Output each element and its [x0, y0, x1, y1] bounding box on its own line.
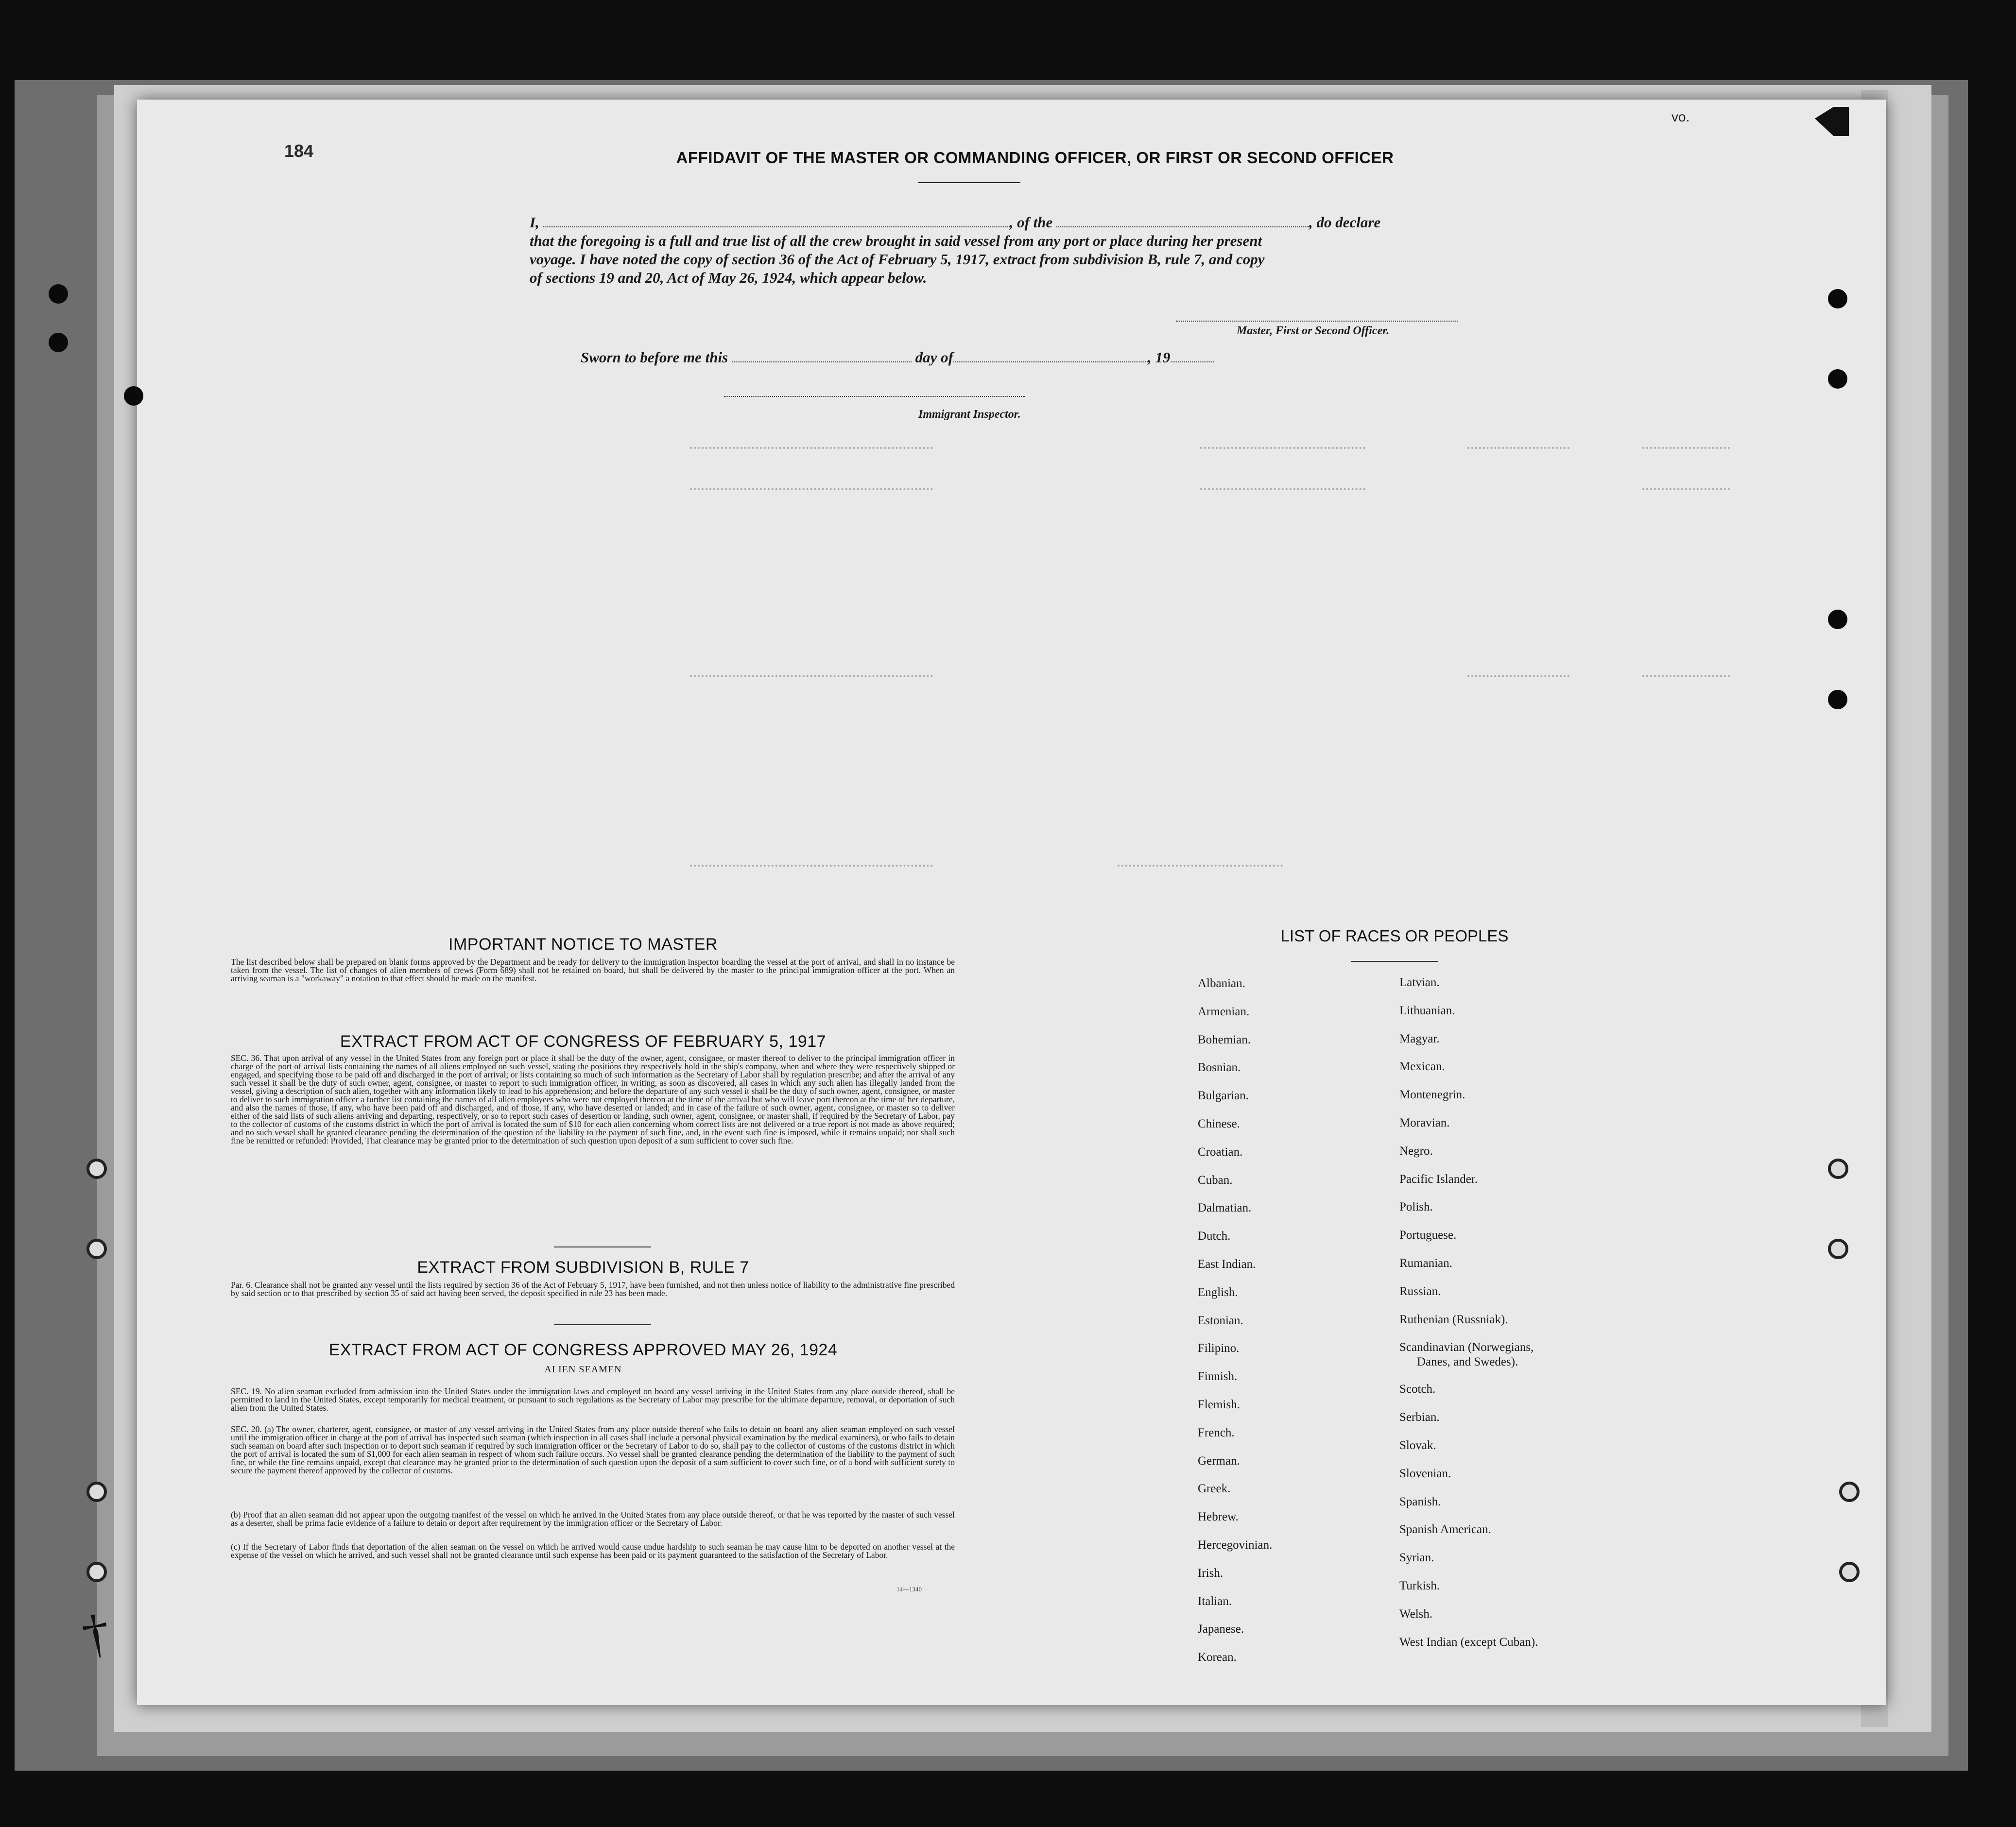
bleed-through-mark: [690, 865, 933, 870]
punch-hole: [1828, 369, 1847, 389]
race-label-continued: Danes, and Swedes).: [1417, 1355, 1518, 1369]
punch-hole: [86, 1482, 107, 1502]
punch-hole: [1828, 690, 1847, 709]
race-item: Mexican.: [1399, 1060, 1445, 1074]
inspector-signature-line[interactable]: [724, 396, 1025, 397]
section-rule: [554, 1324, 651, 1325]
race-item: Irish.: [1198, 1566, 1223, 1580]
alien-seamen-subtitle: ALIEN SEAMEN: [544, 1364, 622, 1375]
corner-mark: vo.: [1671, 109, 1690, 124]
race-item: East Indian.: [1198, 1257, 1256, 1271]
sworn-month-blank[interactable]: [953, 358, 1148, 362]
race-item: Syrian.: [1399, 1551, 1434, 1565]
vessel-blank[interactable]: [1056, 222, 1309, 227]
race-item: Bohemian.: [1198, 1033, 1251, 1046]
race-item: Spanish American.: [1399, 1523, 1491, 1537]
name-blank[interactable]: [543, 222, 1010, 227]
race-item: Croatian.: [1198, 1145, 1243, 1159]
races-title-rule: [1351, 961, 1438, 962]
race-item: [1399, 1340, 1538, 1382]
affidavit-do-declare: , do declare: [1309, 214, 1381, 231]
race-item: Filipino.: [1198, 1342, 1240, 1355]
extract-rule7-text: Par. 6. Clearance shall not be granted any vessel until the lists required by section 36 of the Act of February 5, 1917, have been furnished, and not then unless notice of liability to the administrative fine prescribed by said section or to that prescribed by section 35 of said act having been served, the deposit specified in rule 23 has been made.: [231, 1280, 955, 1298]
race-item: Magyar.: [1399, 1032, 1440, 1045]
bleed-through-mark: [1200, 488, 1365, 493]
affidavit-i: I,: [530, 214, 539, 231]
affidavit-line-2: that the foregoing is a full and true list of all the crew brought in said vessel from any port or place during her present: [530, 232, 1262, 249]
bleed-through-mark: [1118, 865, 1283, 870]
race-item: Montenegrin.: [1399, 1088, 1465, 1102]
page-reference: 184: [284, 141, 314, 161]
race-item: Dutch.: [1198, 1229, 1231, 1243]
race-item: Lithuanian.: [1399, 1004, 1455, 1017]
race-item: Scotch.: [1399, 1383, 1436, 1396]
sec20a-text: SEC. 20. (a) The owner, charterer, agent, consignee, or master of any vessel arriving in the United States from any place outside thereof who fails to detain on board any alien seaman employed on such vessel until the immigration officer in charge at the port of arrival has inspected such seaman (which inspection in all cases shall include a personal physical examination by the medical examiners), or who fails to detain such seaman on board after such inspection or to deport such seaman if required by such immigration officer or the Secretary of Labor to do so, shall pay to the collector of customs of the customs district in which the port of arrival is located the sum of $1,000 for each alien seaman in respect of whom such failure occurs. No vessel shall be granted clearance pending the determination of the liability to the payment of such fine, or while the fine remains unpaid, except that clearance may be granted prior to the determination of such question upon the deposit of a sum sufficient to cover such fine, or of a bond with sufficient surety to secure the payment thereof approved by the collector of customs.: [231, 1424, 955, 1475]
race-item: Slovak.: [1399, 1438, 1436, 1452]
bleed-through-mark: [1642, 675, 1730, 680]
punch-hole: [86, 1239, 107, 1259]
race-item: Serbian.: [1399, 1411, 1440, 1424]
extract-rule7-title: EXTRACT FROM SUBDIVISION B, RULE 7: [417, 1258, 749, 1277]
bleed-through-mark: [1467, 447, 1569, 452]
notice-text: The list described below shall be prepared on blank forms approved by the Department and be ready for delivery to the immigration inspector boarding the vessel at the port of arrival, and shall in no instance be taken from the vessel. The list of changes of alien members of crews (Form 689) shall not be retained on board, but shall be delivered by the master to the principal immigration officer at the port. When an arriving seaman is a "workaway" a notation to that effect should be made on the manifest.: [231, 957, 955, 983]
officer-signature-line[interactable]: [1176, 321, 1458, 322]
sworn-day-blank[interactable]: [732, 358, 912, 362]
punch-hole: [1839, 1562, 1860, 1582]
notice-title: IMPORTANT NOTICE TO MASTER: [448, 935, 718, 954]
sec20b-text: (b) Proof that an alien seaman did not appear upon the outgoing manifest of the vessel on which he arrived in the United States from any place outside thereof, or that he was reported by the master of such vessel as a deserter, shall be prima facie evidence of a failure to detain or deport after requirement by the immigration officer or the Secretary of Labor.: [231, 1510, 955, 1528]
race-item: Hebrew.: [1198, 1510, 1239, 1524]
race-label: Scandinavian (Norwegians,: [1399, 1341, 1534, 1354]
punch-hole: [49, 284, 68, 304]
punch-hole: [1828, 1159, 1848, 1179]
section-rule: [554, 1246, 651, 1247]
race-item: West Indian (except Cuban).: [1399, 1635, 1538, 1649]
race-item: Polish.: [1399, 1200, 1433, 1214]
punch-hole: [1828, 1239, 1848, 1259]
sworn-year-blank[interactable]: [1171, 358, 1214, 362]
races-title: LIST OF RACES OR PEOPLES: [1280, 927, 1509, 945]
race-item: Greek.: [1198, 1482, 1231, 1496]
race-item: Pacific Islander.: [1399, 1172, 1478, 1186]
bleed-through-mark: [1467, 675, 1569, 680]
race-item: Bosnian.: [1198, 1061, 1241, 1075]
sworn-line: [581, 349, 1214, 366]
race-item: Finnish.: [1198, 1370, 1238, 1383]
race-item: Ruthenian (Russniak).: [1399, 1313, 1508, 1326]
sec20c-text: (c) If the Secretary of Labor finds that deportation of the alien seaman on the vessel on which he arrived would cause undue hardship to such seaman he may cause him to be deported on another vessel at the expense of the vessel on which he arrived, and such vessel shall not be granted clearance until such expense has been paid or its payment guaranteed to the satisfaction of the Secretary of Labor.: [231, 1542, 955, 1560]
race-item: Welsh.: [1399, 1607, 1433, 1621]
punch-hole: [1828, 610, 1847, 629]
punch-hole: [1839, 1482, 1860, 1502]
race-item: Spanish.: [1399, 1495, 1441, 1508]
extract-1917-text: SEC. 36. That upon arrival of any vessel in the United States from any foreign port or place it shall be the duty of the owner, agent, consignee, or master thereof to deliver to the principal immigration officer in charge of the port of arrival lists containing the names of all aliens employed on such vessel, stating the positions they respectively hold in the ship's company, when and where they were respectively shipped or engaged, and specifying those to be paid off and discharged in the port of arrival; or lists containing so much of such information as the Secretary of Labor shall by regulation prescribe; and after the arrival of any such vessel it shall be the duty of such owner, agent, consignee, or master to report to such immigration officer, in writing, as soon as discovered, all cases in which any such alien has illegally landed from the vessel, giving a description of such alien, together with any information likely to lead to his apprehension; and before the departure of any such vessel it shall be the duty of such owner, agent, consignee, or master to deliver to such immigration officer a further list containing the names of all alien employees who were not employed thereon at the time of the arrival but who will leave port thereon at the time of her departure, and also the names of those, if any, who have been paid off and discharged, and of those, if any, who have deserted or landed; and in case of the failure of such owner, agent, consignee, or master so to deliver either of the said lists of such aliens arriving and departing, respectively, or so to report such cases of desertion or landing, such owner, agent, consignee, or master shall, if required by the Secretary of Labor, pay to the collector of customs of the customs district in which the port of arrival is located the sum of $10 for each alien concerning whom correct lists are not delivered or a true report is not made as above required; and no such vessel shall be granted clearance pending the determination of the question of the liability to the payment of such fine, and, in the event such fine is imposed, while it remains unpaid; nor shall such fine be remitted or refunded: Provided, That clearance may be granted prior to the determination of such question upon deposit of a sum sufficient to cover such fine.: [231, 1053, 955, 1145]
sworn-prefix: Sworn to before me this: [581, 349, 728, 366]
bleed-through-mark: [690, 675, 933, 680]
affidavit-title: AFFIDAVIT OF THE MASTER OR COMMANDING OFFICER, OR FIRST OR SECOND OFFICER: [676, 149, 1394, 167]
race-item: Bulgarian.: [1198, 1089, 1249, 1103]
officer-label: Master, First or Second Officer.: [1237, 324, 1390, 337]
sworn-day-of: day of: [915, 349, 953, 366]
race-item: Dalmatian.: [1198, 1201, 1252, 1215]
affidavit-line-3: voyage. I have noted the copy of section 36 of the Act of February 5, 1917, extract from subdivision B, rule 7, and copy: [530, 251, 1265, 268]
race-item: Latvian.: [1399, 976, 1440, 989]
race-item: Turkish.: [1399, 1579, 1440, 1592]
races-left-column: [1198, 976, 1272, 1678]
race-item: Flemish.: [1198, 1398, 1240, 1411]
race-item: Hercegovinian.: [1198, 1538, 1273, 1552]
affidavit-line-4: of sections 19 and 20, Act of May 26, 1924, which appear below.: [530, 269, 927, 286]
race-item: Rumanian.: [1399, 1256, 1453, 1270]
punch-hole: [124, 386, 143, 406]
title-rule: [918, 182, 1020, 183]
race-item: English.: [1198, 1285, 1238, 1299]
race-item: Estonian.: [1198, 1314, 1243, 1327]
affidavit-line-1: [530, 214, 1380, 231]
races-right-column: [1399, 975, 1538, 1663]
bleed-through-mark: [1642, 488, 1730, 493]
race-item: Italian.: [1198, 1594, 1232, 1608]
bleed-through-mark: [1642, 447, 1730, 452]
race-item: Armenian.: [1198, 1005, 1250, 1018]
race-item: Korean.: [1198, 1651, 1237, 1664]
inspector-label: Immigrant Inspector.: [918, 408, 1021, 421]
punch-hole: [86, 1159, 107, 1179]
punch-hole: [86, 1562, 107, 1582]
bleed-through-mark: [1200, 447, 1365, 452]
race-item: Russian.: [1399, 1284, 1441, 1298]
race-item: Portuguese.: [1399, 1229, 1457, 1242]
sworn-year: , 19: [1148, 349, 1171, 366]
race-item: Moravian.: [1399, 1116, 1450, 1129]
extract-1917-title: EXTRACT FROM ACT OF CONGRESS OF FEBRUARY 5, 1917: [340, 1032, 827, 1051]
extract-1924-title: EXTRACT FROM ACT OF CONGRESS APPROVED MAY 26, 1924: [328, 1341, 838, 1359]
race-item: French.: [1198, 1426, 1235, 1439]
race-item: Albanian.: [1198, 977, 1245, 990]
bleed-through-mark: [690, 447, 933, 452]
race-item: Japanese.: [1198, 1622, 1244, 1636]
punch-hole: [1828, 289, 1847, 308]
race-item: Cuban.: [1198, 1173, 1233, 1187]
bleed-through-mark: [690, 488, 933, 493]
race-item: Slovenian.: [1399, 1467, 1451, 1480]
sec19-text: SEC. 19. No alien seaman excluded from admission into the United States under the immigration laws and employed on board any vessel arriving in the United States from any place outside thereof, shall be permitted to land in the United States, except temporarily for medical treatment, or pursuant to such regulations as the Secretary of Labor may prescribe for the ultimate departure, removal, or deportation of such alien from the United States.: [231, 1386, 955, 1413]
punch-hole: [49, 333, 68, 352]
race-item: Negro.: [1399, 1144, 1433, 1158]
form-code: 14—1340: [896, 1586, 922, 1593]
affidavit-of-the: , of the: [1009, 214, 1053, 231]
race-item: Chinese.: [1198, 1117, 1240, 1130]
race-item: German.: [1198, 1454, 1240, 1468]
margin-handwriting: †: [77, 1602, 115, 1665]
